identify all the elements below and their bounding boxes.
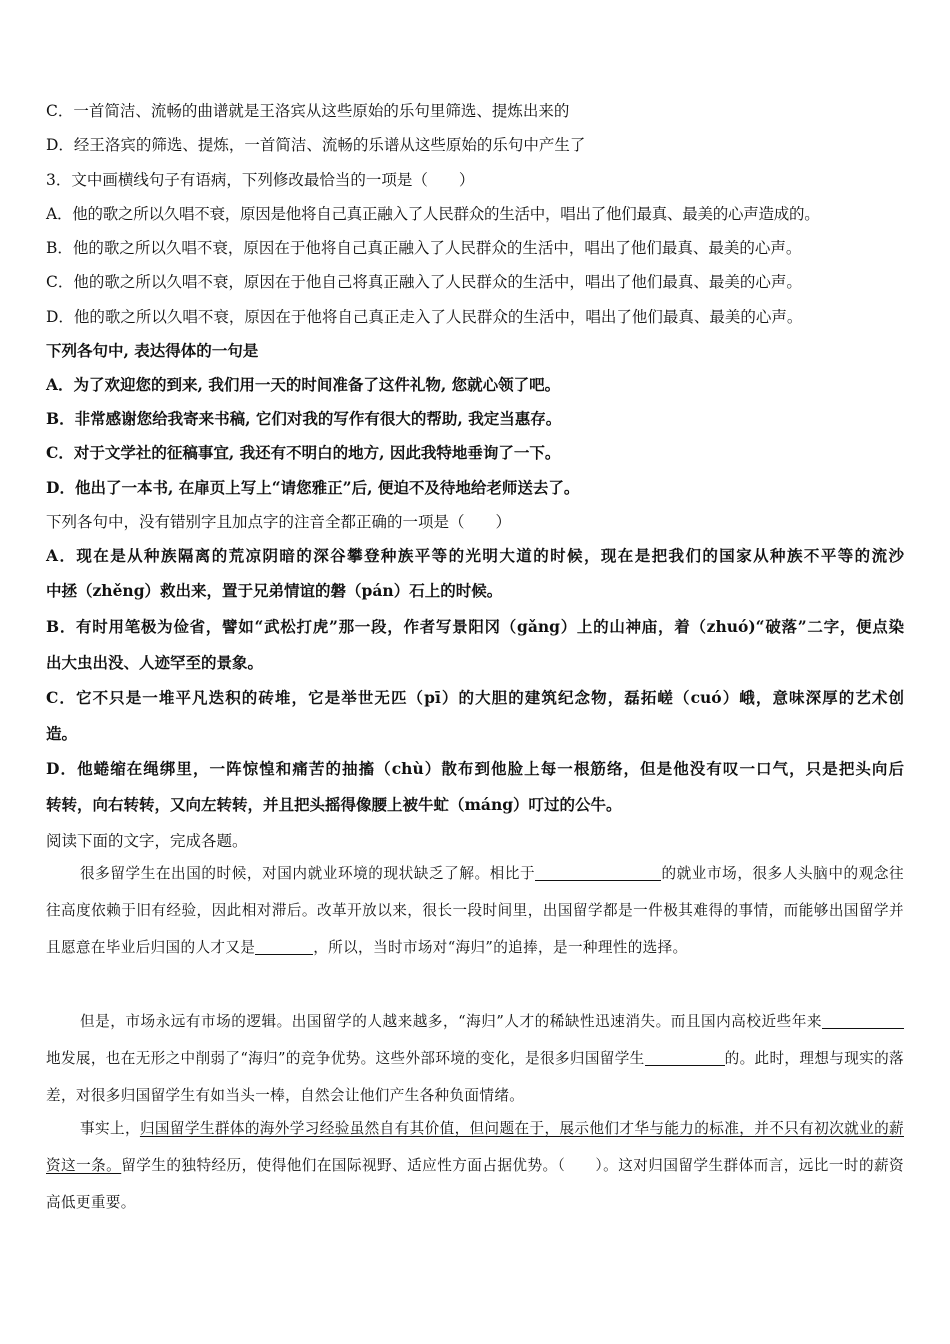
p2-text-c: 的。此时，理想与现实的落差，对很多归国留学生有如当头一棒，自然会让他们产生各种负面情绪。: [46, 1050, 905, 1104]
reading-instruction: 阅读下面的文字，完成各题。: [46, 832, 248, 850]
fill-blank-2: [255, 938, 313, 955]
reading-paragraph-1: [46, 855, 904, 966]
fill-blank-4: [645, 1049, 725, 1066]
q3-stem: 3．文中画横线句子有语病，下列修改最恰当的一项是（ ）: [46, 171, 475, 189]
q-pinyin-option-b-line1: B．有时用笔极为俭省，譬如“武松打虎”那一段，作者写景阳冈（gǎng）上的山神庙，着（zhuó)“破落”二字，便点染: [46, 617, 904, 636]
q-pinyin-option-b-line2: 出大虫出没、人迹罕至的景象。: [46, 653, 264, 672]
q-pinyin-option-d-line1: D．他蜷缩在绳绑里，一阵惊惶和痛苦的抽搐（chù）散布到他脸上每一根筋络，但是他没有叹一口气，只是把头向后: [46, 759, 904, 778]
q2-option-d: D．经王洛宾的筛选、提炼，一首简洁、流畅的乐谱从这些原始的乐句中产生了: [46, 136, 586, 154]
q3-option-d: D．他的歌之所以久唱不衰，原因在于他将自己真正走入了人民群众的生活中，唱出了他们最真、最美的心声。: [46, 308, 803, 326]
p1-text-b: 的就业市场，很多人头脑中的观念往往高度依赖于旧有经验，因此相对滞后。改革开放以来，很长一段时间里，出国留学都是一件极其难得的事情，而能够出国留学并且愿意在毕业后归国的人才又是: [46, 865, 904, 956]
p1-text-a: 很多留学生在出国的时候，对国内就业环境的现状缺乏了解。相比于: [80, 865, 536, 882]
q-pinyin-option-d-line2: 转转，向右转转，又向左转转，并且把头摇得像腰上被牛虻（máng）叮过的公牛。: [46, 795, 622, 814]
q3-option-a: A．他的歌之所以久唱不衰，原因是他将自己真正融入了人民群众的生活中，唱出了他们最真、最美的心声造成的。: [46, 205, 820, 223]
reading-paragraph-3: [46, 1110, 904, 1221]
q-pinyin-option-a-line1: A．现在是从种族隔离的荒凉阴暗的深谷攀登种族平等的光明大道的时候，现在是把我们的国家从种族不平等的流沙: [46, 546, 904, 565]
q-express-option-a: A．为了欢迎您的到来, 我们用一天的时间准备了这件礼物, 您就心领了吧。: [46, 375, 561, 394]
q-express-option-c: C．对于文学社的征稿事宜, 我还有不明白的地方, 因此我特地垂询了一下。: [46, 443, 561, 462]
p2-text-b: 地发展，也在无形之中削弱了“海归”的竞争优势。这些外部环境的变化，是很多归国留学生: [46, 1050, 645, 1067]
q-express-stem: 下列各句中, 表达得体的一句是: [46, 341, 259, 360]
q-express-option-d: D．他出了一本书, 在扉页上写上“请您雅正”后, 便迫不及待地给老师送去了。: [46, 478, 580, 497]
p3-text-a: 事实上，: [80, 1120, 140, 1137]
p2-text-a: 但是，市场永远有市场的逻辑。出国留学的人越来越多，“海归”人才的稀缺性迅速消失。而且国内高校近些年来: [80, 1013, 822, 1030]
p3-underlined-sentence: 归国留学生群体的海外学习经验虽然自有其价值，但问题在于，展示他们才华与能力的标准，并不只有初次就业的薪资这一条。: [46, 1120, 904, 1174]
q2-option-c: C．一首简洁、流畅的曲谱就是王洛宾从这些原始的乐句里筛选、提炼出来的: [46, 102, 570, 120]
fill-blank-1: [535, 864, 661, 881]
q-pinyin-option-c-line1: C．它不只是一堆平凡迭积的砖堆，它是举世无匹（pī）的大胆的建筑纪念物，磊拓嵯（cuó）峨，意味深厚的艺术创: [46, 688, 904, 707]
q-pinyin-option-c-line2: 造。: [46, 724, 78, 743]
reading-paragraph-2: [46, 1003, 904, 1114]
fill-blank-3: [822, 1012, 904, 1029]
q-pinyin-option-a-line2: 中拯（zhěng）救出来，置于兄弟情谊的磐（pán）石上的时候。: [46, 581, 503, 600]
p1-text-c: ，所以，当时市场对“海归”的追捧，是一种理性的选择。: [313, 939, 688, 956]
q-pinyin-stem: 下列各句中，没有错别字且加点字的注音全都正确的一项是（ ）: [46, 513, 512, 531]
q3-option-c: C．他的歌之所以久唱不衰，原因在于他自己将真正融入了人民群众的生活中，唱出了他们最真、最美的心声。: [46, 273, 802, 291]
q-express-option-b: B．非常感谢您给我寄来书稿, 它们对我的写作有很大的帮助, 我定当惠存。: [46, 409, 562, 428]
q3-option-b: B．他的歌之所以久唱不衰，原因在于他将自己真正融入了人民群众的生活中，唱出了他们最真、最美的心声。: [46, 239, 802, 257]
p3-text-b: 留学生的独特经历，使得他们在国际视野、适应性方面占据优势。（ ）。这对归国留学生群体而言，远比一时的薪资高低更重要。: [46, 1157, 904, 1211]
